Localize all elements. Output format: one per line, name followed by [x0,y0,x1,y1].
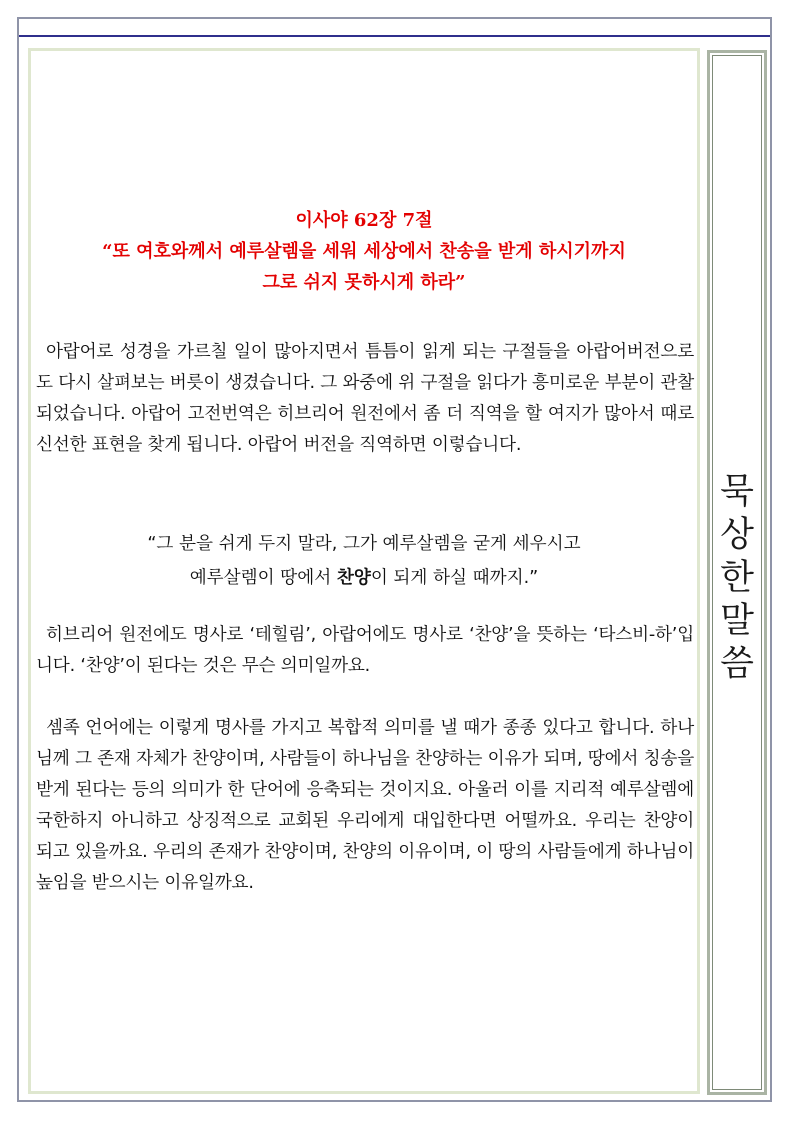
scripture-verse-line-2: 그로 쉬지 못하시게 하라” [262,272,466,293]
paragraph-3: 셈족 언어에는 이렇게 명사를 가지고 복합적 의미를 낼 때가 종종 있다고 합니다. 하나님께 그 존재 자체가 찬양이며, 사람들이 하나님을 찬양하는 이유가 되며, 땅에서 칭송을 받게 된다는 등의 의미가 한 단어에 응축되는 것이지요. 아울러 이를 지리적 예루살렘에 국한하지 아니하고 상징적으로 교회된 우리에게 대입한다면 어떨까요. 우리는 찬양이 되고 있을까요. 우리의 존재가 찬양이며, 찬양의 이유이며, 이 땅의 사람들에게 하나님이 높임을 받으시는 이유일까요. [36,718,694,893]
scripture-verse-line-1: “또 여호와께서 예루살렘을 세워 세상에서 찬송을 받게 하시기까지 [102,241,626,262]
side-title [710,471,764,686]
paragraph-1: 아랍어로 성경을 가르칠 일이 많아지면서 틈틈이 읽게 되는 구절들을 아랍어버전으로도 다시 살펴보는 버릇이 생겼습니다. 그 와중에 위 구절을 읽다가 흥미로운 부분이 관찰되었습니다. 아랍어 고전번역은 히브리어 원전에서 좀 더 직역을 할 여지가 많아서 때로 신선한 표현을 찾게 됩니다. 아랍어 버전을 직역하면 이렇습니다. [36,342,694,455]
side-title-frame [707,50,767,1095]
quote-emphasis: 찬양 [336,568,371,588]
side-title-char: 씀 [720,644,754,684]
paragraph-2: 히브리어 원전에도 명사로 ‘테힐림’, 아랍어에도 명사로 ‘찬양’을 뜻하는 ‘타스비-하’입니다. ‘찬양’이 된다는 것은 무슨 의미일까요. [36,625,694,676]
translated-quote [36,527,692,595]
top-rule [19,35,770,37]
quote-line-1: “그 분을 쉬게 두지 말라, 그가 예루살렘을 굳게 세우시고 [147,534,581,554]
scripture-heading [36,205,692,298]
quote-line-2 [36,561,692,595]
side-title-char: 묵 [720,472,754,512]
side-title-char: 말 [720,601,754,641]
scripture-reference: 이사야 62장 7절 [295,210,433,231]
side-title-char: 한 [720,558,754,598]
quote-line-2-end: 이 되게 하실 때까지.” [370,568,539,588]
quote-line-2-start: 예루살렘이 땅에서 [189,568,337,588]
side-title-char: 상 [720,515,754,555]
